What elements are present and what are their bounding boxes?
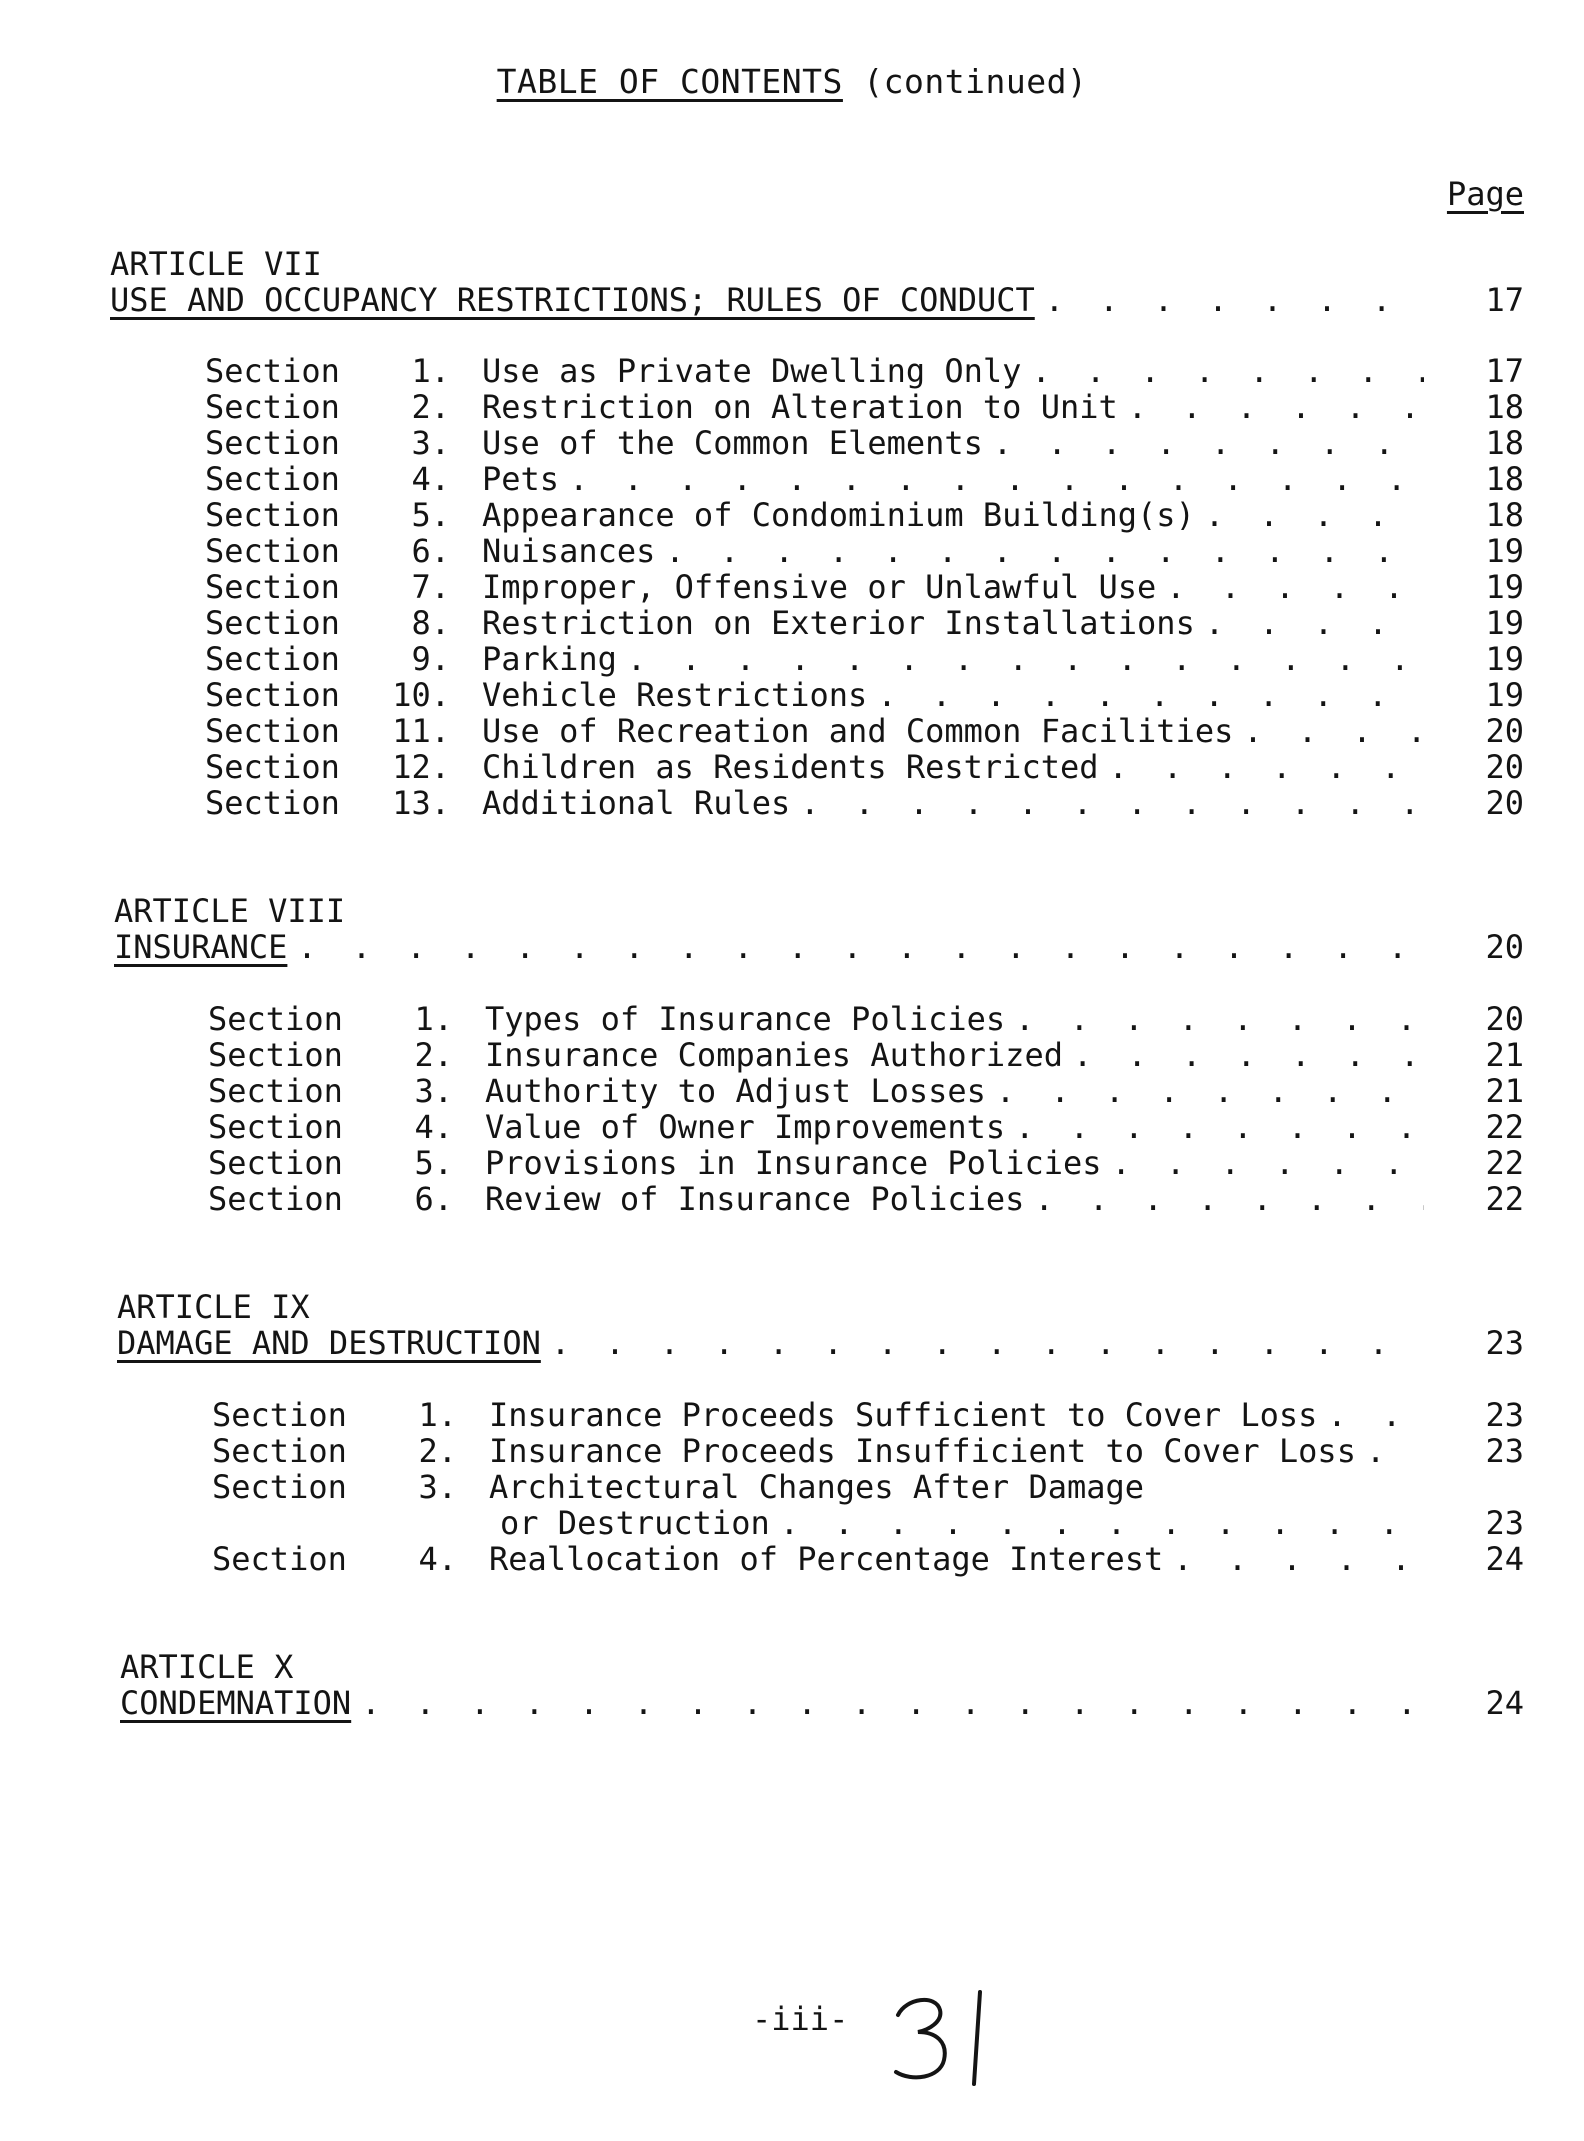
leader-dots xyxy=(1166,568,1424,606)
section-number: 7. xyxy=(411,568,450,606)
toc-entry[interactable] xyxy=(205,460,1524,496)
toc-entry[interactable] xyxy=(205,568,1524,604)
section-title: Provisions in Insurance Policies xyxy=(485,1144,1102,1182)
leader-dots xyxy=(1045,281,1424,319)
leader-dots xyxy=(1205,604,1424,642)
page-number: 20 xyxy=(1485,1000,1524,1038)
page-number: 23 xyxy=(1485,1504,1524,1542)
leader-dots xyxy=(551,1324,1424,1362)
page-number: 20 xyxy=(1485,784,1524,822)
toc-entry[interactable] xyxy=(208,1144,1524,1180)
page-number: 18 xyxy=(1485,424,1524,462)
article-heading[interactable] xyxy=(114,928,1524,968)
toc-entry[interactable] xyxy=(205,784,1524,820)
section-title: Use of Recreation and Common Facilities xyxy=(482,712,1234,750)
handwritten-number-31 xyxy=(888,1980,998,2090)
article-heading[interactable] xyxy=(120,1684,1524,1724)
toc-entry[interactable] xyxy=(205,748,1524,784)
leader-dots xyxy=(665,532,1424,570)
page-number: 18 xyxy=(1485,496,1524,534)
section-word: Section xyxy=(205,748,340,786)
section-word: Section xyxy=(205,424,340,462)
page-number: 23 xyxy=(1485,1324,1524,1362)
section-title: Insurance Proceeds Sufficient to Cover Loss xyxy=(489,1396,1318,1434)
leader-dots xyxy=(569,460,1424,498)
section-number: 4. xyxy=(411,460,450,498)
toc-entry[interactable] xyxy=(205,388,1524,424)
leader-dots xyxy=(1205,496,1424,534)
section-word: Section xyxy=(205,676,340,714)
page-number: 19 xyxy=(1485,640,1524,678)
toc-entry[interactable] xyxy=(205,532,1524,568)
section-number: 5. xyxy=(414,1144,453,1182)
leader-dots xyxy=(1034,1180,1424,1218)
section-number: 13. xyxy=(392,784,450,822)
leader-dots xyxy=(1243,712,1424,750)
section-word: Section xyxy=(212,1540,347,1578)
page-number: 19 xyxy=(1485,676,1524,714)
page-number: 24 xyxy=(1485,1540,1524,1578)
page-number: 24 xyxy=(1485,1684,1524,1722)
article-heading[interactable] xyxy=(110,281,1524,321)
section-word: Section xyxy=(205,568,340,606)
section-title: Use of the Common Elements xyxy=(482,424,983,462)
section-word: Section xyxy=(205,604,340,642)
leader-dots xyxy=(1015,1108,1424,1146)
toc-entry-continuation[interactable] xyxy=(500,1504,1524,1540)
section-title: Vehicle Restrictions xyxy=(482,676,868,714)
section-word: Section xyxy=(212,1468,347,1506)
toc-entry[interactable] xyxy=(205,676,1524,712)
toc-entry[interactable] xyxy=(205,424,1524,460)
leader-dots xyxy=(996,1072,1424,1110)
page-number: 20 xyxy=(1485,712,1524,750)
page-number: 17 xyxy=(1485,281,1524,319)
page-number: 18 xyxy=(1485,388,1524,426)
article-label: ARTICLE X xyxy=(120,1648,294,1686)
article-title: CONDEMNATION xyxy=(120,1684,352,1722)
section-word: Section xyxy=(208,1108,343,1146)
leader-dots xyxy=(1112,1144,1425,1182)
section-word: Section xyxy=(208,1036,343,1074)
section-number: 6. xyxy=(414,1180,453,1218)
leader-dots xyxy=(877,676,1424,714)
toc-entry[interactable] xyxy=(208,1072,1524,1108)
section-number: 12. xyxy=(392,748,450,786)
toc-entry[interactable] xyxy=(208,1180,1524,1216)
article-title: DAMAGE AND DESTRUCTION xyxy=(117,1324,541,1362)
section-title-continued: or Destruction xyxy=(500,1504,770,1542)
section-word: Section xyxy=(212,1396,347,1434)
section-word: Section xyxy=(208,1144,343,1182)
section-word: Section xyxy=(205,352,340,390)
leader-dots xyxy=(1128,388,1424,426)
section-title: Additional Rules xyxy=(482,784,791,822)
leader-dots xyxy=(1173,1540,1424,1578)
leader-dots xyxy=(780,1504,1424,1542)
toc-entry[interactable] xyxy=(208,1108,1524,1144)
section-number: 8. xyxy=(411,604,450,642)
section-word: Section xyxy=(208,1000,343,1038)
section-number: 1. xyxy=(414,1000,453,1038)
toc-entry[interactable] xyxy=(205,496,1524,532)
leader-dots xyxy=(361,1684,1424,1722)
page-number: 21 xyxy=(1485,1036,1524,1074)
section-title: Architectural Changes After Damage xyxy=(489,1468,1145,1506)
section-title: Review of Insurance Policies xyxy=(485,1180,1025,1218)
section-title: Reallocation of Percentage Interest xyxy=(489,1540,1164,1578)
toc-entry[interactable] xyxy=(212,1540,1524,1576)
page-title xyxy=(0,62,1584,101)
leader-dots xyxy=(1366,1432,1424,1470)
section-word: Section xyxy=(205,460,340,498)
toc-entry[interactable] xyxy=(205,640,1524,676)
section-number: 11. xyxy=(392,712,450,750)
leader-dots xyxy=(1109,748,1425,786)
section-number: 2. xyxy=(414,1036,453,1074)
section-title: Improper, Offensive or Unlawful Use xyxy=(482,568,1157,606)
section-title: Restriction on Alteration to Unit xyxy=(482,388,1118,426)
section-number: 3. xyxy=(414,1072,453,1110)
article-heading[interactable] xyxy=(117,1324,1524,1364)
section-word: Section xyxy=(208,1180,343,1218)
toc-entry[interactable] xyxy=(205,604,1524,640)
section-title: Children as Residents Restricted xyxy=(482,748,1099,786)
toc-entry[interactable] xyxy=(212,1468,1524,1504)
section-title: Nuisances xyxy=(482,532,656,570)
leader-dots xyxy=(1327,1396,1424,1434)
section-title: Insurance Companies Authorized xyxy=(485,1036,1063,1074)
section-title: Types of Insurance Policies xyxy=(485,1000,1006,1038)
section-word: Section xyxy=(205,640,340,678)
page-number: 17 xyxy=(1485,352,1524,390)
section-title: Parking xyxy=(482,640,617,678)
article-title: USE AND OCCUPANCY RESTRICTIONS; RULES OF CONDUCT xyxy=(110,281,1035,319)
article-label: ARTICLE VIII xyxy=(114,892,346,930)
section-title: Pets xyxy=(482,460,560,498)
page-number: 22 xyxy=(1485,1108,1524,1146)
section-title: Appearance of Condominium Building(s) xyxy=(482,496,1195,534)
section-title: Use as Private Dwelling Only xyxy=(482,352,1022,390)
page-number: 20 xyxy=(1485,748,1524,786)
section-word: Section xyxy=(212,1432,347,1470)
article-title: INSURANCE xyxy=(114,928,288,966)
leader-dots xyxy=(297,928,1424,966)
section-title: Authority to Adjust Losses xyxy=(485,1072,986,1110)
page-number: 19 xyxy=(1485,604,1524,642)
page-number: 22 xyxy=(1485,1144,1524,1182)
section-title: Insurance Proceeds Insufficient to Cover Loss xyxy=(489,1432,1356,1470)
page-column-label: Page xyxy=(1446,175,1524,213)
section-word: Section xyxy=(205,532,340,570)
title-main: TABLE OF CONTENTS xyxy=(496,62,843,101)
section-title: Value of Owner Improvements xyxy=(485,1108,1006,1146)
section-word: Section xyxy=(208,1072,343,1110)
leader-dots xyxy=(1015,1000,1424,1038)
page-number: 20 xyxy=(1485,928,1524,966)
title-suffix: (continued) xyxy=(863,62,1088,101)
article-label: ARTICLE IX xyxy=(117,1288,310,1326)
leader-dots xyxy=(800,784,1424,822)
section-word: Section xyxy=(205,784,340,822)
toc-entry[interactable] xyxy=(205,352,1524,388)
section-number: 5. xyxy=(411,496,450,534)
section-word: Section xyxy=(205,496,340,534)
article-label: ARTICLE VII xyxy=(110,245,322,283)
section-number: 2. xyxy=(411,388,450,426)
toc-entry[interactable] xyxy=(208,1000,1524,1036)
page-footer-number: -iii- xyxy=(752,2000,849,2038)
section-number: 1. xyxy=(418,1396,457,1434)
page-number: 19 xyxy=(1485,532,1524,570)
section-word: Section xyxy=(205,712,340,750)
section-number: 1. xyxy=(411,352,450,390)
section-title: Restriction on Exterior Installations xyxy=(482,604,1195,642)
toc-entry[interactable] xyxy=(208,1036,1524,1072)
page-number: 23 xyxy=(1485,1396,1524,1434)
leader-dots xyxy=(1031,352,1424,390)
section-number: 4. xyxy=(418,1540,457,1578)
page-number: 21 xyxy=(1485,1072,1524,1110)
toc-entry[interactable] xyxy=(205,712,1524,748)
leader-dots xyxy=(627,640,1424,678)
toc-entry[interactable] xyxy=(212,1396,1524,1432)
section-number: 9. xyxy=(411,640,450,678)
section-word: Section xyxy=(205,388,340,426)
section-number: 3. xyxy=(411,424,450,462)
section-number: 4. xyxy=(414,1108,453,1146)
leader-dots xyxy=(993,424,1424,462)
toc-entry[interactable] xyxy=(212,1432,1524,1468)
page-number: 22 xyxy=(1485,1180,1524,1218)
page-number: 19 xyxy=(1485,568,1524,606)
page-number: 23 xyxy=(1485,1432,1524,1470)
page-number: 18 xyxy=(1485,460,1524,498)
section-number: 2. xyxy=(418,1432,457,1470)
leader-dots xyxy=(1073,1036,1424,1074)
section-number: 6. xyxy=(411,532,450,570)
section-number: 10. xyxy=(392,676,450,714)
section-number: 3. xyxy=(418,1468,457,1506)
